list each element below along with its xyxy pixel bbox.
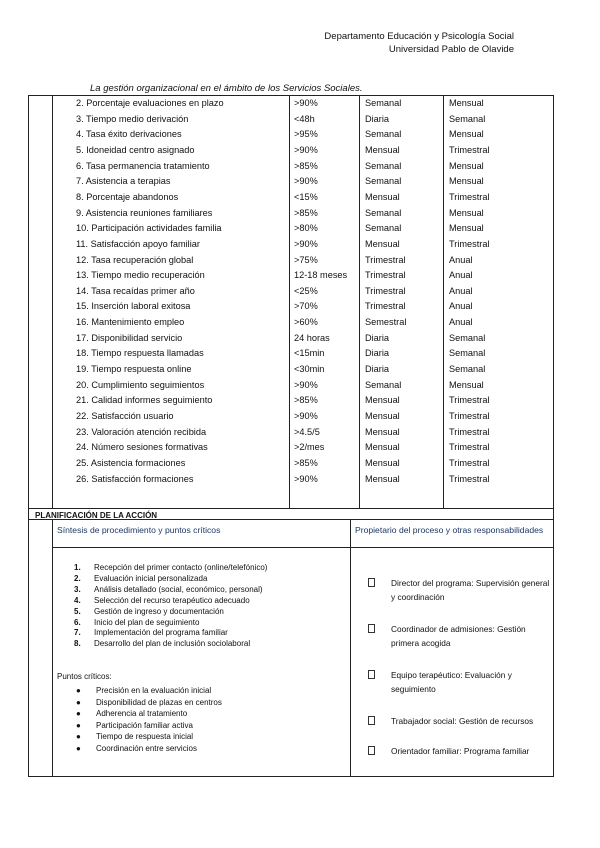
indicator-frequency-measure: Diaria — [365, 348, 389, 359]
procedure-step — [74, 607, 247, 618]
indicator-target: >85% — [294, 207, 318, 218]
box-bullet-icon — [368, 624, 375, 633]
procedure-step-number: 3. — [74, 584, 81, 594]
bullet-icon: ● — [76, 697, 81, 707]
indicator-frequency-report: Mensual — [449, 176, 484, 187]
responsibility-text: Orientador familiar: Programa familiar — [391, 746, 530, 756]
procedure-step-number: 6. — [74, 617, 81, 627]
critical-points-title: Puntos críticos: — [57, 672, 112, 681]
procedure-column-header: Síntesis de procedimiento y puntos críticos — [57, 525, 221, 535]
indicator-name: 20. Cumplimiento seguimientos — [76, 379, 205, 390]
freq1-column-divider — [359, 95, 360, 509]
indicator-target: 24 horas — [294, 332, 330, 343]
indicator-frequency-measure: Mensual — [365, 426, 400, 437]
indicator-frequency-report: Semanal — [449, 348, 486, 359]
indicator-frequency-report: Mensual — [449, 98, 484, 108]
indicator-frequency-measure: Mensual — [365, 411, 400, 421]
indicator-name: 7. Asistencia a terapias — [76, 176, 171, 187]
responsibility-item — [368, 744, 553, 758]
procedure-step-text: Desarrollo del plan de inclusión sociolaboral — [94, 639, 251, 649]
indicator-name: 25. Asistencia formaciones — [76, 457, 186, 468]
procedure-step — [74, 618, 247, 629]
indicator-frequency-measure: Trimestral — [365, 285, 406, 296]
procedure-step-number: 5. — [74, 606, 81, 616]
indicator-name: 9. Asistencia reuniones familiares — [76, 207, 213, 218]
indicator-name: 13. Tiempo medio recuperación — [76, 270, 205, 281]
box-bullet-icon — [368, 746, 375, 755]
indicator-frequency-measure: Semanal — [365, 98, 402, 108]
responsibility-text: Trabajador social: Gestión de recursos — [391, 716, 534, 726]
responsibility-column-header: Propietario del proceso y otras responsabilidades — [355, 525, 544, 535]
indicator-name: 6. Tasa permanencia tratamiento — [76, 160, 210, 171]
procedure-step-text: Inicio del plan de seguimiento — [94, 617, 200, 627]
indicator-name: 21. Calidad informes seguimiento — [76, 395, 213, 406]
indicator-target: >4.5/5 — [294, 426, 320, 437]
indicator-frequency-measure: Diaria — [365, 332, 389, 343]
indicator-frequency-report: Anual — [449, 301, 473, 312]
indicator-frequency-measure: Trimestral — [365, 301, 406, 312]
responsibility-item — [368, 622, 553, 650]
indicator-frequency-report: Trimestral — [449, 442, 490, 453]
indicator-table-bottom-border — [28, 508, 554, 509]
indicator-frequency-report: Mensual — [449, 379, 484, 390]
header-department: Departamento Educación y Psicología Social — [324, 31, 514, 42]
indicator-target: >90% — [294, 411, 318, 421]
indicator-frequency-measure: Diaria — [365, 364, 389, 375]
indicator-frequency-report: Anual — [449, 270, 473, 281]
procedure-list — [74, 563, 268, 650]
header-university: Universidad Pablo de Olavide — [388, 44, 514, 55]
indicator-name: 19. Tiempo respuesta online — [76, 364, 192, 375]
critical-point — [76, 708, 202, 720]
indicator-target: >90% — [294, 144, 318, 155]
procedure-step — [74, 563, 268, 574]
indicator-frequency-report: Trimestral — [449, 457, 490, 468]
bullet-icon: ● — [76, 720, 81, 730]
procedure-step-number: 8. — [74, 639, 81, 649]
indicator-frequency-report: Trimestral — [449, 426, 490, 437]
bullet-icon: ● — [76, 732, 81, 742]
indicator-frequency-report: Trimestral — [449, 144, 490, 155]
critical-point — [76, 731, 202, 743]
indicator-frequency-report: Mensual — [449, 223, 484, 234]
indicator-name: 10. Participación actividades familia — [76, 223, 222, 234]
indicator-frequency-measure: Semestral — [365, 317, 407, 328]
indicator-name: 4. Tasa éxito derivaciones — [76, 129, 182, 140]
indicator-name: 22. Satisfacción usuario — [76, 411, 174, 421]
indicator-name: 23. Valoración atención recibida — [76, 426, 207, 437]
indicator-target: >95% — [294, 129, 318, 140]
indicator-name: 18. Tiempo respuesta llamadas — [76, 348, 204, 359]
critical-point-text: Disponibilidad de plazas en centros — [96, 697, 222, 707]
indicator-frequency-report: Anual — [449, 285, 473, 296]
bullet-icon: ● — [76, 709, 81, 719]
critical-point-text: Coordinación entre servicios — [96, 743, 197, 753]
indicator-target: <48h — [294, 113, 315, 124]
procedure-step-number: 1. — [74, 563, 81, 572]
critical-point — [76, 685, 212, 697]
table-right-border — [553, 95, 554, 777]
indicator-frequency-measure: Mensual — [365, 473, 400, 484]
indicator-frequency-report: Anual — [449, 317, 473, 328]
table-top-border — [28, 95, 554, 96]
box-bullet-icon — [368, 578, 375, 587]
indicator-target: >90% — [294, 238, 318, 249]
procedure-step-number: 2. — [74, 573, 81, 583]
box-bullet-icon — [368, 670, 375, 679]
responsibility-item — [368, 668, 553, 696]
procedure-step-number: 7. — [74, 628, 81, 638]
indicator-frequency-measure: Diaria — [365, 113, 389, 124]
responsibility-text: Equipo terapéutico: Evaluación y seguimiento — [391, 670, 512, 694]
indicator-frequency-measure: Trimestral — [365, 270, 406, 281]
freq2-column-divider — [443, 95, 444, 509]
responsibility-item — [368, 714, 553, 728]
indicator-name: 24. Número sesiones formativas — [76, 442, 208, 453]
indicator-frequency-report: Mensual — [449, 129, 484, 140]
meta-column-divider — [289, 95, 290, 509]
indicator-target: <15% — [294, 191, 318, 202]
indicator-frequency-report: Mensual — [449, 160, 484, 171]
procedure-step — [74, 595, 250, 607]
indicator-name: 8. Porcentaje abandonos — [76, 191, 179, 202]
indicator-frequency-measure: Mensual — [365, 238, 400, 249]
indicator-name: 2. Porcentaje evaluaciones en plazo — [76, 98, 224, 108]
indicator-name: 15. Inserción laboral exitosa — [76, 301, 191, 312]
indicator-target: >75% — [294, 254, 318, 265]
document-subtitle: La gestión organizacional en el ámbito de los Servicios Sociales. — [90, 83, 363, 94]
indicator-target: >2/mes — [294, 442, 325, 453]
table-bottom-border — [28, 776, 554, 777]
critical-point-text: Participación familiar activa — [96, 720, 193, 730]
critical-point — [76, 743, 202, 755]
indicator-target: >90% — [294, 98, 318, 108]
indicator-target: <15min — [294, 348, 325, 359]
indicator-frequency-measure: Mensual — [365, 442, 400, 453]
indicator-frequency-report: Trimestral — [449, 473, 490, 484]
indicator-name: 16. Mantenimiento empleo — [76, 317, 185, 328]
section-title: PLANIFICACIÓN DE LA ACCIÓN — [35, 511, 158, 520]
critical-points-list — [76, 685, 222, 755]
indicator-target: >90% — [294, 473, 318, 484]
indicator-target: >90% — [294, 176, 318, 187]
critical-point-text: Precisión en la evaluación inicial — [96, 686, 212, 695]
indicator-name: 3. Tiempo medio derivación — [76, 113, 189, 124]
bullet-icon: ● — [76, 743, 81, 753]
procedure-step — [74, 639, 251, 650]
indicator-frequency-measure: Mensual — [365, 457, 400, 468]
critical-point-text: Adherencia al tratamiento — [96, 709, 188, 719]
indicator-name: 26. Satisfacción formaciones — [76, 473, 194, 484]
indicator-name: 12. Tasa recuperación global — [76, 254, 194, 265]
indicator-frequency-measure: Mensual — [365, 395, 400, 406]
indicator-frequency-report: Semanal — [449, 113, 486, 124]
indicator-frequency-measure: Trimestral — [365, 254, 406, 265]
procedure-step-number: 4. — [74, 595, 81, 605]
indicator-frequency-report: Trimestral — [449, 395, 490, 406]
responsibility-item — [368, 576, 553, 604]
indicator-frequency-measure: Mensual — [365, 144, 400, 155]
indicator-target: >80% — [294, 223, 318, 234]
indicator-target: >70% — [294, 301, 318, 312]
procedure-step-text: Evaluación inicial personalizada — [94, 573, 208, 583]
indicator-frequency-report: Trimestral — [449, 191, 490, 202]
responsibility-text: Director del programa: Supervisión general y coordinación — [391, 578, 550, 602]
indicator-frequency-measure: Semanal — [365, 129, 402, 140]
indicator-frequency-report: Semanal — [449, 364, 486, 375]
indicator-name: 5. Idoneidad centro asignado — [76, 144, 195, 155]
indicator-frequency-report: Trimestral — [449, 238, 490, 249]
critical-point-text: Tiempo de respuesta inicial — [96, 732, 194, 742]
column-header-divider — [52, 547, 554, 548]
indicator-frequency-measure: Semanal — [365, 176, 402, 187]
indicator-frequency-report: Anual — [449, 254, 473, 265]
indicator-target: <25% — [294, 285, 318, 296]
indicator-target: <30min — [294, 364, 325, 375]
critical-point — [76, 720, 202, 732]
procedure-step — [74, 584, 263, 596]
bullet-icon: ● — [76, 686, 81, 695]
critical-point — [76, 697, 222, 709]
procedure-step — [74, 574, 247, 585]
indicator-frequency-measure: Semanal — [365, 160, 402, 171]
indicator-name: 11. Satisfacción apoyo familiar — [76, 238, 200, 249]
indicator-frequency-measure: Semanal — [365, 207, 402, 218]
procedure-step-text: Análisis detallado (social, económico, personal) — [94, 584, 263, 594]
procedure-step-text: Implementación del programa familiar — [94, 628, 228, 638]
responsibility-text: Coordinador de admisiones: Gestión primera acogida — [391, 624, 526, 648]
box-bullet-icon — [368, 716, 375, 725]
indicator-target: >85% — [294, 395, 318, 406]
indicator-name: 14. Tasa recaídas primer año — [76, 285, 195, 296]
indicator-frequency-report: Mensual — [449, 207, 484, 218]
indicator-left-divider — [52, 95, 53, 509]
indicator-target: 12-18 meses — [294, 270, 348, 281]
indicator-target: >85% — [294, 160, 318, 171]
planning-column-divider — [350, 519, 351, 777]
indicator-frequency-measure: Mensual — [365, 191, 400, 202]
procedure-step-text: Gestión de ingreso y documentación — [94, 606, 224, 616]
indicator-target: >90% — [294, 379, 318, 390]
procedure-step-text: Selección del recurso terapéutico adecuado — [94, 595, 250, 605]
table-left-border — [28, 95, 29, 777]
indicator-frequency-measure: Semanal — [365, 379, 402, 390]
indicator-target: >60% — [294, 317, 318, 328]
planning-left-divider — [52, 519, 53, 777]
procedure-step — [74, 628, 247, 639]
indicator-frequency-report: Semanal — [449, 332, 486, 343]
indicator-name: 17. Disponibilidad servicio — [76, 332, 183, 343]
procedure-step-text: Recepción del primer contacto (online/telefónico) — [94, 563, 268, 572]
indicator-target: >85% — [294, 457, 318, 468]
indicator-frequency-report: Trimestral — [449, 411, 490, 421]
indicator-frequency-measure: Semanal — [365, 223, 402, 234]
